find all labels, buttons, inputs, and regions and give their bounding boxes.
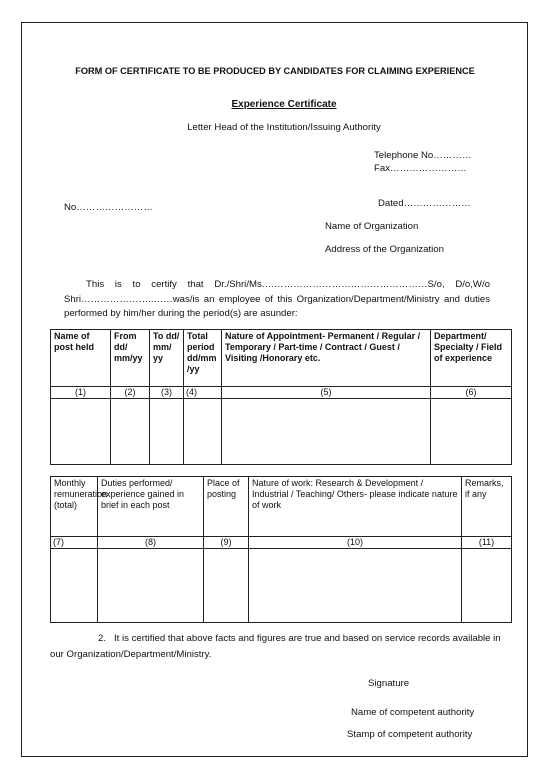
col-number: (1) [51, 387, 111, 399]
dated-field: Dated………………… [378, 198, 471, 209]
reference-number: No…………………… [64, 202, 154, 213]
closing-number: 2. [98, 633, 107, 644]
blank-cell[interactable] [249, 549, 462, 623]
header-from-date: From dd/ mm/yy [111, 330, 150, 387]
closing-text: It is certified that above facts and figures are true and based on service records available in our Organization/Department/Ministry. [50, 633, 501, 660]
col-number: (6) [431, 387, 512, 399]
blank-cell[interactable] [184, 399, 222, 465]
fax-field: Fax…………………… [374, 163, 467, 174]
signature-line: Signature [368, 678, 410, 689]
col-number: (2) [111, 387, 150, 399]
blank-cell[interactable] [98, 549, 204, 623]
header-nature-work: Nature of work: Research & Development / Industrial / Teaching/ Others- please indicate nature of work [249, 477, 462, 537]
header-remarks: Remarks, if any [462, 477, 512, 537]
header-duties-performed: Duties performed/ experience gained in brief in each post [98, 477, 204, 537]
col-number: (11) [462, 537, 512, 549]
organization-address: Address of the Organization [325, 244, 444, 255]
blank-cell[interactable] [222, 399, 431, 465]
blank-cell[interactable] [51, 399, 111, 465]
col-number: (7) [51, 537, 98, 549]
telephone-field: Telephone No………… [374, 150, 472, 161]
blank-cell[interactable] [462, 549, 512, 623]
blank-cell[interactable] [204, 549, 249, 623]
header-post-held: Name of post held [51, 330, 111, 387]
col-number: (4) [184, 387, 222, 399]
col-number: (9) [204, 537, 249, 549]
col-number: (10) [249, 537, 462, 549]
header-to-date: To dd/ mm/ yy [150, 330, 184, 387]
closing-paragraph [50, 631, 510, 663]
organization-name: Name of Organization [325, 221, 419, 232]
certificate-subtitle: Experience Certificate [231, 99, 337, 110]
header-department: Department/ Specialty / Field of experience [431, 330, 512, 387]
header-monthly-remuneration: Monthly remuneration (total) [51, 477, 98, 537]
employment-table [50, 329, 512, 465]
duties-table [50, 476, 512, 623]
header-total-period: Total period dd/mm /yy [184, 330, 222, 387]
blank-cell[interactable] [111, 399, 150, 465]
blank-cell[interactable] [431, 399, 512, 465]
header-place-posting: Place of posting [204, 477, 249, 537]
certify-text: This is to certify that Dr./Shri/Ms.……………………………………………S/o, D/o,W/o Shri…………………..……was/is an employee of this Organization/Department/Ministry and duties performed by him/her during the period(s) are asunder: [64, 279, 490, 320]
header-nature-appointment: Nature of Appointment- Permanent / Regular / Temporary / Part-time / Contract / Guest / Visiting /Honorary etc. [222, 330, 431, 387]
authority-stamp: Stamp of competent authority [347, 729, 473, 740]
letterhead-line: Letter Head of the Institution/Issuing Authority [187, 122, 381, 133]
col-number: (8) [98, 537, 204, 549]
certify-paragraph [64, 278, 490, 322]
blank-cell[interactable] [51, 549, 98, 623]
col-number: (3) [150, 387, 184, 399]
form-heading: FORM OF CERTIFICATE TO BE PRODUCED BY CANDIDATES FOR CLAIMING EXPERIENCE [75, 66, 475, 76]
col-number: (5) [222, 387, 431, 399]
authority-name: Name of competent authority [351, 707, 475, 718]
blank-cell[interactable] [150, 399, 184, 465]
